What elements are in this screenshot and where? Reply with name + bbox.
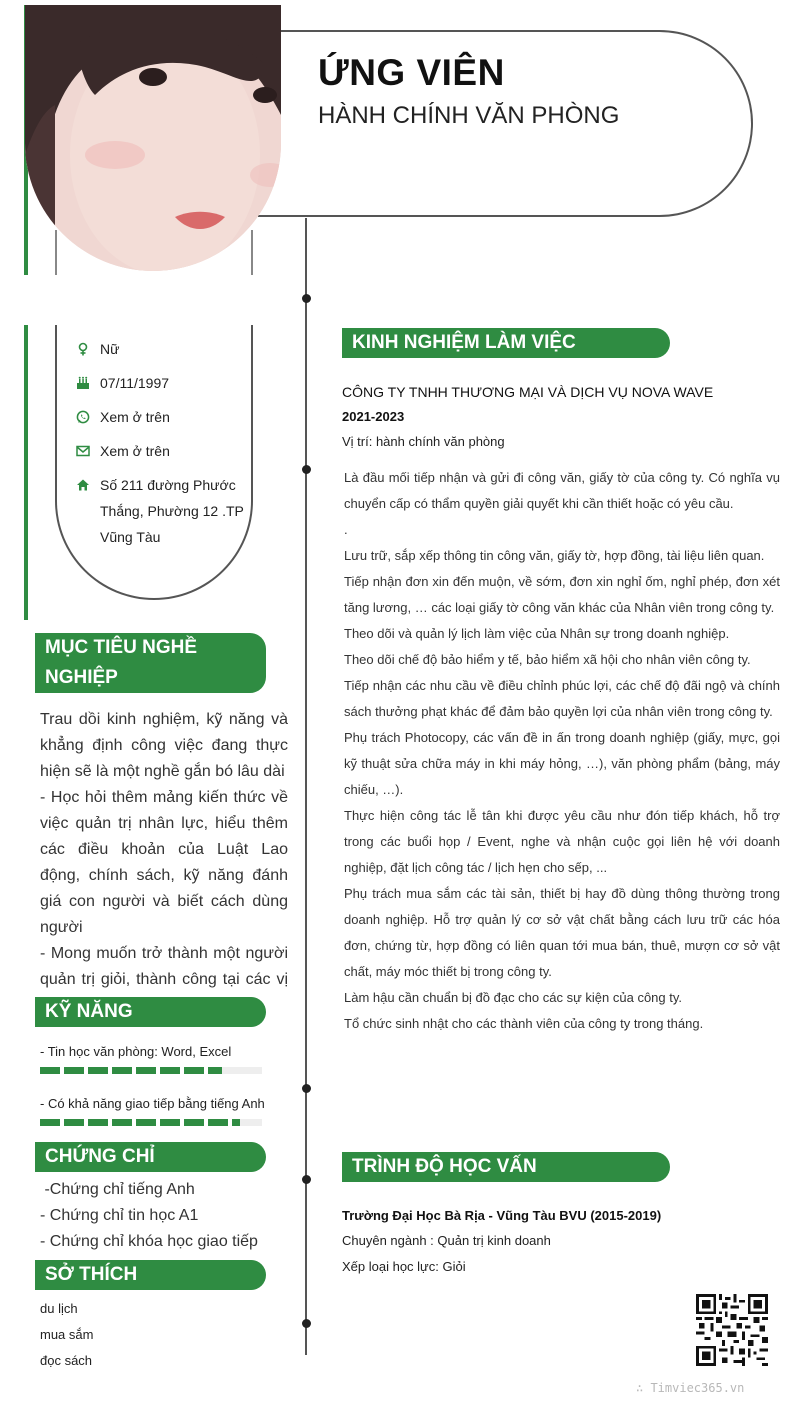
candidate-name: ỨNG VIÊN (318, 52, 505, 93)
timeline-line (305, 218, 307, 1355)
watermark (636, 1381, 744, 1395)
timeline-dot (302, 294, 311, 303)
hobby-item: mua sắm (40, 1327, 94, 1342)
experience-description: Là đầu mối tiếp nhận và gửi đi công văn, giấy tờ của công ty. Có nghĩa vụ chuyển cấp có thẩm quyền giải quyết khi cần thiết hoặc có yêu cầu. . Lưu trữ, sắp xếp thông tin công văn, giấy tờ, hợp đồng, tài liệu liên quan. Tiếp nhận đơn xin đến muộn, về sớm, đơn xin nghỉ ốm, nghỉ phép, đơn xét tăng lương, … các loại giấy tờ công văn khác của Nhân viên trong công ty. Theo dõi và quản lý lịch làm việc của Nhân sự trong doanh nghiệp. Theo dõi chế độ bảo hiểm y tế, bảo hiểm xã hội cho nhân viên công ty. Tiếp nhận các nhu cầu về điều chỉnh phúc lợi, các chế độ đãi ngộ và chính sách thưởng phạt khác để đảm bảo quyền lợi của nhân viên trong công ty. Phụ trách Photocopy, các vấn đề in ấn trong doanh nghiệp (giấy, mực, gọi kỹ thuật sửa chữa máy in khi máy hỏng, …), văn phòng phẩm (bảng, máy chiếu, …). Thực hiện công tác lễ tân khi được yêu cầu như đón tiếp khách, hỗ trợ trong các buổi họp / Event, nghe và nhận cuộc gọi liên hệ với doanh nghiệp, đặt lịch công tác / lịch hẹn cho sếp, ... Phụ trách mua sắm các tài sản, thiết bị hay đồ dùng thông thường trong doanh nghiệp. Hỗ trợ quản lý cơ sở vật chất bằng cách lưu trữ các hóa đơn, chứng từ, hợp đồng có liên quan tới mua bán, thuê, mượn cơ sở vật chất, máy móc thiết bị trong công ty. Làm hậu cần chuẩn bị đồ đạc cho các sự kiện của công ty. Tổ chức sinh nhật cho các thành viên của công ty trong tháng. (344, 470, 780, 1031)
contact-birthday (75, 375, 169, 396)
hobbies-title: SỞ THÍCH (35, 1260, 266, 1290)
certificate-item: -Chứng chỉ tiếng Anh (40, 1181, 195, 1198)
skill-bar-fill (40, 1119, 240, 1126)
watermark-dots-icon: ∴ (636, 1381, 651, 1395)
major: Chuyên ngành : Quản trị kinh doanh (342, 1233, 551, 1248)
timeline-dot (302, 1084, 311, 1093)
school-name: Trường Đại Học Bà Rịa - Vũng Tàu BVU (2015-2019) (342, 1208, 662, 1223)
hobby-item: du lịch (40, 1301, 78, 1316)
whatsapp-icon (75, 409, 91, 425)
skills-title: KỸ NĂNG (35, 997, 266, 1027)
company-name: CÔNG TY TNHH THƯƠNG MẠI VÀ DỊCH VỤ NOVA WAVE (342, 384, 714, 400)
timeline-dot (302, 1175, 311, 1184)
home-icon (75, 477, 91, 493)
gender-icon (75, 341, 91, 357)
watermark-text: Timviec365.vn (650, 1381, 745, 1395)
contact-gender (75, 341, 119, 362)
address-value: Số 211 đường Phước Thắng, Phường 12 .TP Vũng Tàu (100, 477, 244, 545)
contact-address (75, 477, 245, 550)
skill-label: - Tin học văn phòng: Word, Excel (40, 1044, 232, 1059)
skill-label: - Có khả năng giao tiếp bằng tiếng Anh (40, 1096, 265, 1111)
candidate-position: HÀNH CHÍNH VĂN PHÒNG (318, 102, 620, 129)
skill-bar (40, 1119, 262, 1126)
cake-icon (75, 375, 91, 391)
gender-value: Nữ (100, 341, 120, 357)
certificate-item: - Chứng chỉ khóa học giao tiếp (40, 1233, 258, 1250)
objective-title: MỤC TIÊU NGHỀ NGHIỆP (35, 633, 266, 693)
email-value: Xem ở trên (100, 443, 170, 459)
birthday-value: 07/11/1997 (100, 375, 170, 391)
candidate-photo (25, 5, 281, 271)
work-years: 2021-2023 (342, 409, 405, 424)
skill-bar-fill (40, 1067, 222, 1074)
objective-text: Trau dồi kinh nghiệm, kỹ năng và khẳng định công việc đang thực hiện sẽ là một nghề gắn bó lâu dài - Học hỏi thêm mảng kiến thức về việc quản trị nhân lực, hiểu thêm các điều khoản của Luật Lao động, chính sách, kỹ năng đánh giá con người và biết cách dùng người - Mong muốn trở thành một người quản trị giỏi, thành công tại các vị (40, 711, 288, 988)
photo-frame-line-right (251, 230, 253, 275)
experience-title: KINH NGHIỆM LÀM VIỆC (342, 328, 670, 358)
education-title: TRÌNH ĐỘ HỌC VẤN (342, 1152, 670, 1182)
skill-bar (40, 1067, 262, 1074)
work-role: Vị trí: hành chính văn phòng (342, 434, 505, 449)
accent-bar-left (24, 325, 28, 620)
photo-frame-line-left (55, 230, 57, 275)
grade: Xếp loại học lực: Giỏi (342, 1259, 466, 1274)
hobby-item: đọc sách (40, 1353, 93, 1368)
qr-code (696, 1294, 768, 1366)
certificates-title: CHỨNG CHỈ (35, 1142, 266, 1172)
contact-email (75, 443, 170, 464)
contact-phone (75, 409, 170, 430)
phone-value: Xem ở trên (100, 409, 170, 425)
timeline-dot (302, 465, 311, 474)
email-icon (75, 443, 91, 459)
timeline-dot (302, 1319, 311, 1328)
certificate-item: - Chứng chỉ tin học A1 (40, 1207, 199, 1224)
